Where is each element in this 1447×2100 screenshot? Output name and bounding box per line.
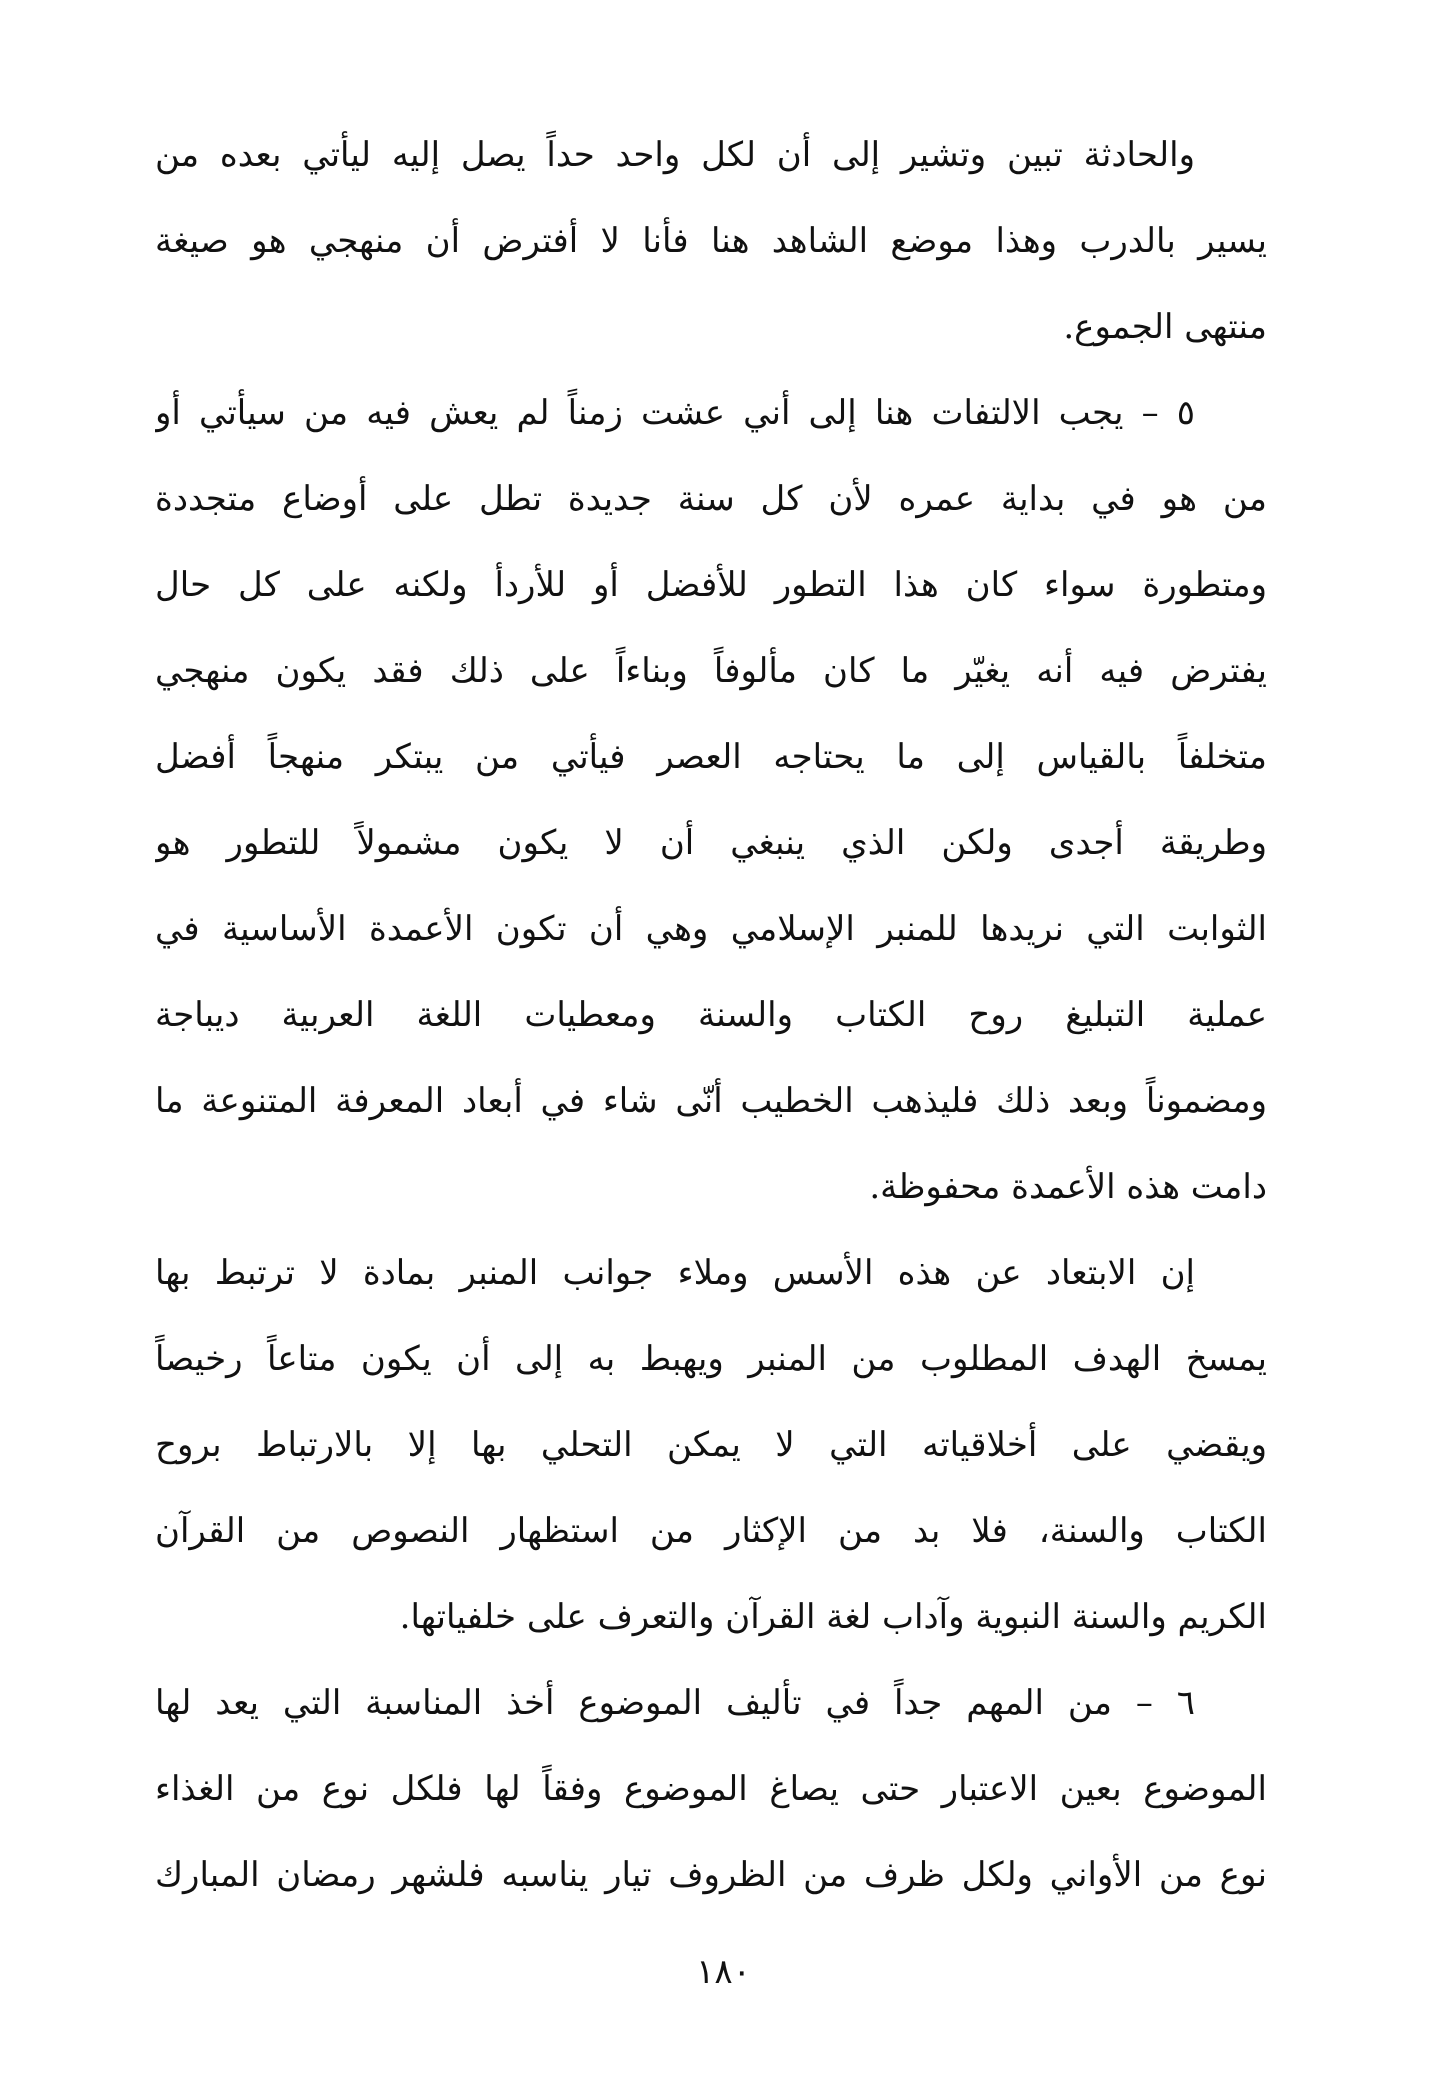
text-line: والحادثة تبين وتشير إلى أن لكل واحد حداً يصل إليه ليأتي بعده من [155,135,1195,175]
text-line: الكريم والسنة النبوية وآداب لغة القرآن والتعرف على خلفياتها. [399,1597,1267,1637]
text-line: متخلفاً بالقياس إلى ما يحتاجه العصر فيأتي من يبتكر منهجاً أفضل [155,737,1267,777]
text-line: منتهى الجموع. [1063,307,1267,347]
text-line: من هو في بداية عمره لأن كل سنة جديدة تطل على أوضاع متجددة [155,479,1267,519]
text-line: يسير بالدرب وهذا موضع الشاهد هنا فأنا لا أفترض أن منهجي هو صيغة [155,221,1267,261]
text-line: ٥ – يجب الالتفات هنا إلى أني عشت زمناً لم يعش فيه من سيأتي أو [155,393,1195,433]
text-line: ومضموناً وبعد ذلك فليذهب الخطيب أنّى شاء في أبعاد المعرفة المتنوعة ما [155,1081,1267,1121]
text-line: دامت هذه الأعمدة محفوظة. [869,1167,1267,1207]
text-line: يمسخ الهدف المطلوب من المنبر ويهبط به إلى أن يكون متاعاً رخيصاً [155,1339,1267,1379]
text-line: الكتاب والسنة، فلا بد من الإكثار من استظهار النصوص من القرآن [155,1511,1267,1551]
text-line: عملية التبليغ روح الكتاب والسنة ومعطيات اللغة العربية ديباجة [155,995,1267,1035]
page-number: ١٨٠ [696,1952,751,1992]
text-line: ٦ – من المهم جداً في تأليف الموضوع أخذ المناسبة التي يعد لها [155,1683,1195,1723]
body-text [155,112,1267,1918]
text-line: ويقضي على أخلاقياته التي لا يمكن التحلي بها إلا بالارتباط بروح [155,1425,1267,1465]
text-line: إن الابتعاد عن هذه الأسس وملاء جوانب المنبر بمادة لا ترتبط بها [155,1253,1195,1293]
text-line: نوع من الأواني ولكل ظرف من الظروف تيار يناسبه فلشهر رمضان المبارك [155,1855,1267,1895]
text-line: الثوابت التي نريدها للمنبر الإسلامي وهي أن تكون الأعمدة الأساسية في [155,909,1267,949]
text-line: ومتطورة سواء كان هذا التطور للأفضل أو للأردأ ولكنه على كل حال [155,565,1267,605]
text-line: الموضوع بعين الاعتبار حتى يصاغ الموضوع وفقاً لها فلكل نوع من الغذاء [155,1769,1267,1809]
text-line: وطريقة أجدى ولكن الذي ينبغي أن لا يكون مشمولاً للتطور هو [155,823,1267,863]
text-line: يفترض فيه أنه يغيّر ما كان مألوفاً وبناءاً على ذلك فقد يكون منهجي [155,651,1267,691]
